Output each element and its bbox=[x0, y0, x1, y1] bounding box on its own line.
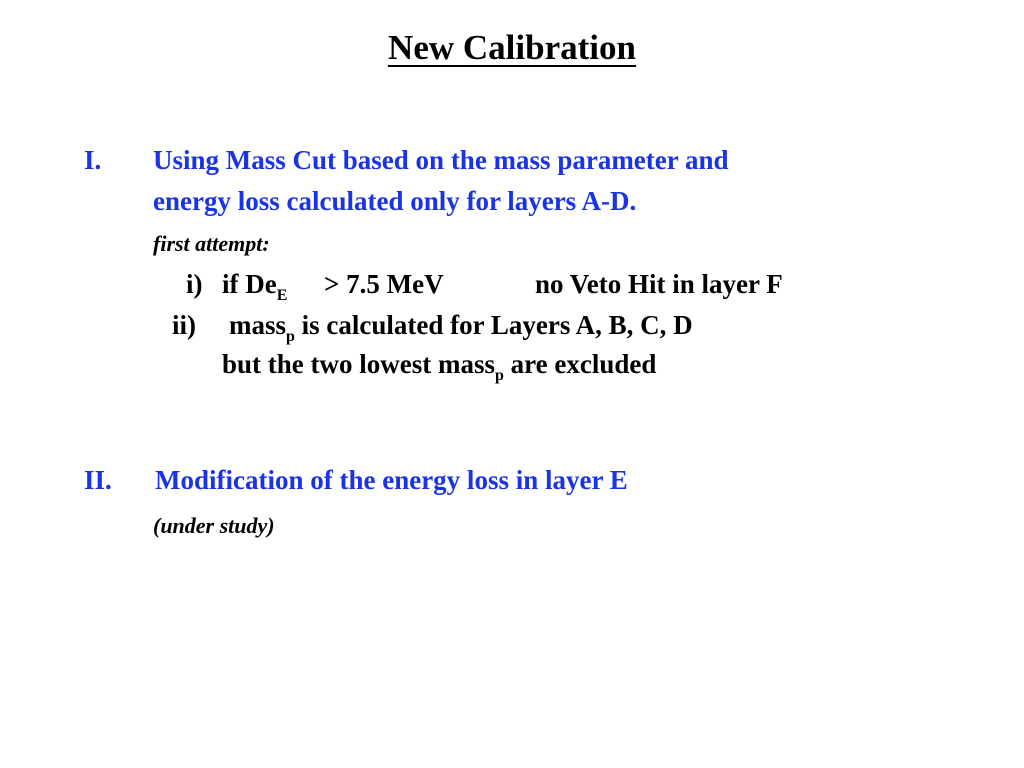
item-i-pre: if De bbox=[222, 269, 277, 299]
item-i-veto: no Veto Hit in layer F bbox=[535, 269, 783, 299]
section-2-line-1: Modification of the energy loss in layer E bbox=[155, 465, 628, 495]
section-1-numeral: I. bbox=[84, 145, 102, 175]
item-ii-line-1 bbox=[229, 308, 693, 345]
item-ii-cont-post: are excluded bbox=[510, 349, 657, 379]
slide-title: New Calibration bbox=[388, 28, 636, 67]
section-2-note: (under study) bbox=[153, 513, 275, 538]
item-i-condition bbox=[222, 267, 288, 304]
item-i-marker: i) bbox=[186, 269, 203, 299]
item-ii-marker: ii) bbox=[172, 310, 196, 340]
section-1-note: first attempt: bbox=[153, 231, 270, 256]
section-2-numeral: II. bbox=[84, 465, 112, 495]
item-ii-line-2 bbox=[222, 347, 657, 384]
item-ii-cont-sub: p bbox=[495, 367, 504, 384]
item-ii-sub: p bbox=[286, 328, 295, 345]
item-i-sub: E bbox=[276, 287, 288, 304]
section-1-line-2: energy loss calculated only for layers A-D. bbox=[153, 186, 637, 216]
item-ii-pre: mass bbox=[229, 310, 287, 340]
section-1-line-1: Using Mass Cut based on the mass parameter and bbox=[153, 145, 729, 175]
item-ii-cont-pre: but the two lowest mass bbox=[222, 349, 495, 379]
item-ii-post: is calculated for Layers A, B, C, D bbox=[301, 310, 693, 340]
item-i-threshold: > 7.5 MeV bbox=[324, 269, 444, 299]
